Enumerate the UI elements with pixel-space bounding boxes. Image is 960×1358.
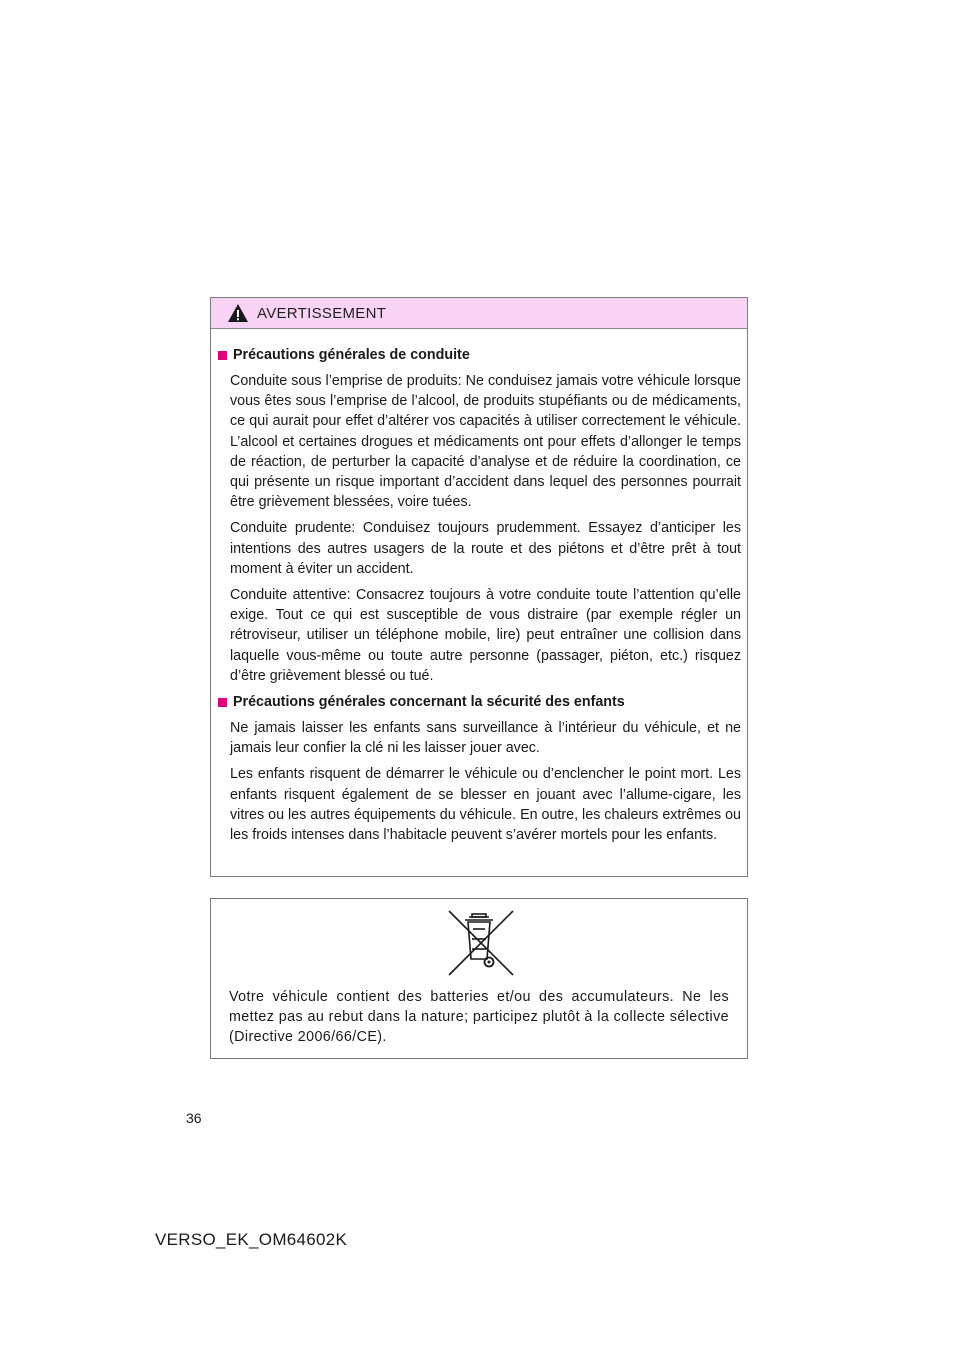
warning-triangle-icon — [227, 303, 249, 323]
paragraph-children-risks: Les enfants risquent de démarrer le véhicule ou d’enclencher le point mort. Les enfants risquent également de se blesser en jouant avec l’allume-cigare, les vitres ou les autres équipements du véhicule. En outre, les chaleurs extrêmes ou les froids intenses dans l’habitacle peuvent s’avérer mortels pour les enfants. — [230, 766, 741, 844]
recycling-text: Votre véhicule contient des batteries et/ou des accumulateurs. Ne les mettez pas au rebut dans la nature; participez plutôt à la collecte sélective (Directive 2006/66/CE). — [229, 989, 729, 1046]
section-heading-text: Précautions générales concernant la sécurité des enfants — [233, 694, 625, 711]
section-heading-text: Précautions générales de conduite — [233, 347, 470, 363]
paragraph-children-unattended: Ne jamais laisser les enfants sans surveillance à l’intérieur du véhicule, et ne jamais leur confier la clé ni les laisser jouer avec. — [230, 720, 741, 757]
section-heading-driving — [218, 345, 741, 365]
document-code: VERSO_EK_OM64602K — [155, 1230, 348, 1249]
paragraph-driving-careful: Conduite prudente: Conduisez toujours prudemment. Essayez d’anticiper les intentions des autres usagers de la route et des piétons et d’être prêt à tout moment à éviter un accident. — [230, 520, 741, 577]
bullet-square-icon — [218, 351, 227, 360]
warning-header — [211, 298, 747, 329]
page-number: 36 — [186, 1110, 202, 1126]
bullet-square-icon — [218, 698, 227, 707]
paragraph-driving-attentive: Conduite attentive: Consacrez toujours à votre conduite toute l’attention qu’elle exige. Tout ce qui est susceptible de vous distraire (par exemple régler un rétroviseur, utiliser un téléphone mobile, lire) peut entraîner une collision dans laquelle vous-même ou toute autre personne (passager, piéton, etc.) risquez d’être grièvement blessé ou tué. — [230, 587, 741, 684]
warning-title: AVERTISSEMENT — [257, 304, 387, 322]
recycling-notice-box — [210, 898, 748, 1059]
warning-body — [211, 329, 747, 845]
paragraph-driving-substances: Conduite sous l’emprise de produits: Ne conduisez jamais votre véhicule lorsque vous êtes sous l’emprise de l’alcool, de produits stupéfiants ou de médicaments, ce qui aurait pour effet d’altérer vos capacités à utiliser correctement le véhicule. L’alcool et certaines drogues et médicaments ont pour effets d’allonger le temps de réaction, de perturber la capacité d’analyse et de réduire la coordination, ce qui présente un risque important d’accident dans lequel des personnes pourrait être grièvement blessées, voire tuées. — [230, 373, 741, 511]
warning-box — [210, 297, 748, 877]
section-heading-children — [218, 692, 741, 712]
crossed-out-wheelie-bin-icon — [447, 909, 515, 977]
